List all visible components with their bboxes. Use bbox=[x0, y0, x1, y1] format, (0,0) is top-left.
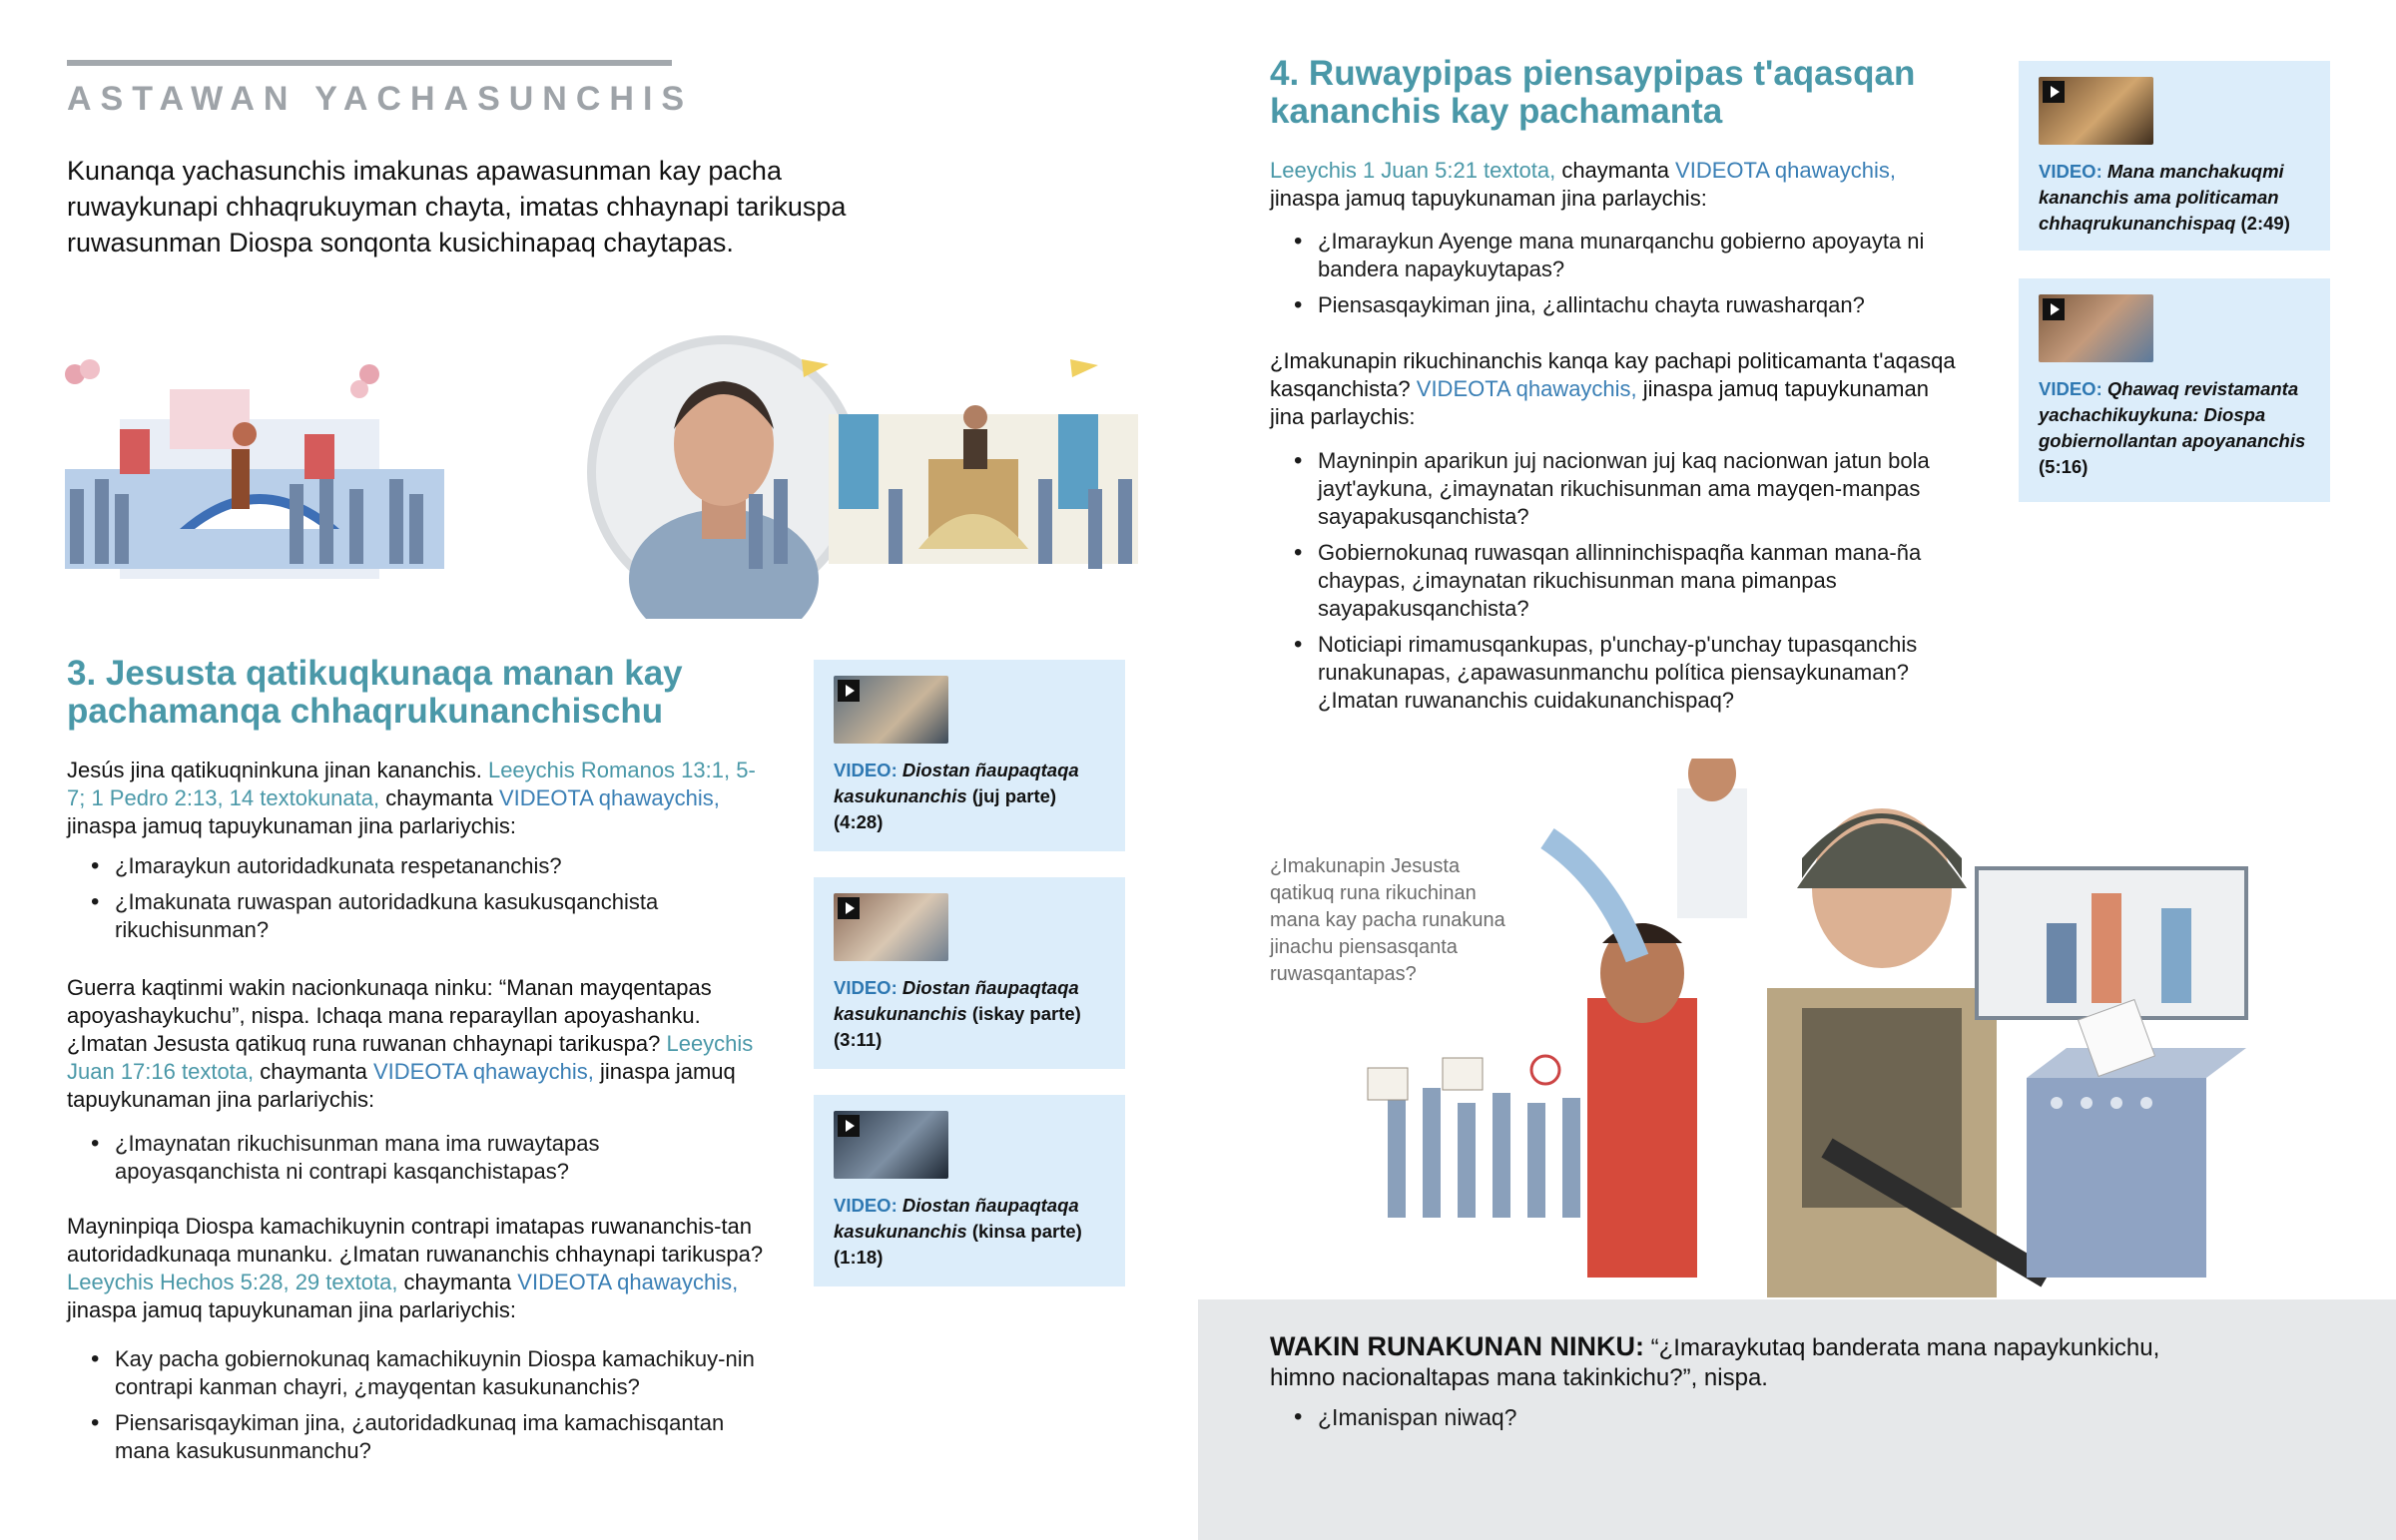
video-duration: (5:16) bbox=[2039, 456, 2089, 477]
video-caption bbox=[834, 975, 1113, 1053]
scripture-link[interactable]: Leeychis Hechos 5:28, 29 textota, bbox=[67, 1270, 398, 1294]
list-item: • Piensarisqaykiman jina, ¿autoridadkunaq ima kamachisqantan mana kasukusunmanchu? bbox=[67, 1409, 766, 1465]
video-label: VIDEO: bbox=[834, 977, 898, 998]
section3-questions-3 bbox=[67, 1337, 766, 1465]
text: jinaspa jamuq tapuykunaman jina parlariychis: bbox=[67, 1059, 736, 1112]
video-thumbnail[interactable] bbox=[2039, 294, 2153, 362]
video-caption bbox=[2039, 376, 2318, 480]
protesters-group bbox=[1368, 1056, 1580, 1218]
video-thumbnail[interactable] bbox=[834, 1111, 948, 1179]
section4-paragraph-1 bbox=[1270, 157, 1969, 213]
video-title: Diostan ñaupaqtaqa kasukunanchis bbox=[834, 1195, 1079, 1242]
list-item: • ¿Imakunata ruwaspan autoridadkuna kasukusqanchista rikuchisunman? bbox=[67, 888, 756, 944]
section3-questions-1 bbox=[67, 844, 756, 944]
list-item: • ¿Imaraykun autoridadkunata respetananchis? bbox=[67, 852, 756, 880]
scripture-link[interactable]: Leeychis 1 Juan 5:21 textota, bbox=[1270, 158, 1556, 183]
video-caption bbox=[834, 1193, 1113, 1271]
discussion-bullets bbox=[1270, 1395, 2069, 1431]
video-card[interactable] bbox=[814, 1095, 1125, 1286]
video-card[interactable] bbox=[814, 877, 1125, 1069]
video-duration: (1:18) bbox=[834, 1247, 884, 1268]
section3-questions-2 bbox=[67, 1122, 756, 1186]
section4-questions-1 bbox=[1270, 220, 1959, 319]
ballot-box bbox=[2027, 1000, 2246, 1278]
text: jinaspa jamuq tapuykunaman jina parlariychis: bbox=[67, 1297, 517, 1322]
video-card[interactable] bbox=[814, 660, 1125, 851]
text: ¿Imakunapin rikuchinanchis kanqa kay pachapi politicamanta t'aqasqa kasqanchista? bbox=[1270, 348, 1956, 401]
list-item: • Kay pacha gobiernokunaq kamachikuynin Diospa kamachikuy-nin contrapi kanman chayri, ¿mayqentan kasukunanchis? bbox=[67, 1345, 766, 1401]
scripture-link[interactable]: Leeychis Romanos 13:1, 5-7; 1 Pedro 2:13, 14 textokunata, bbox=[67, 758, 756, 810]
video-link[interactable]: VIDEOTA qhawaychis, bbox=[498, 785, 720, 810]
list-item: • Gobiernokunaq ruwasqan allinninchispaqña kanman mana-ña chaypas, ¿imaynatan rikuchisunman mana pimanpas sayapakusqanchista? bbox=[1270, 539, 1969, 623]
video-label: VIDEO: bbox=[834, 760, 898, 780]
illustration-caption: ¿Imakunapin Jesusta qatikuq runa rikuchinan mana kay pacha runakuna jinachu piensasqanta ruwasqantapas? bbox=[1270, 855, 1505, 985]
video-card[interactable] bbox=[2019, 278, 2330, 502]
video-link[interactable]: VIDEOTA qhawaychis, bbox=[517, 1270, 739, 1294]
video-title: Qhawaq revistamanta yachachikuykuna: Diospa gobiernollantan apoyananchis bbox=[2039, 378, 2306, 451]
discussion-quote: “¿Imaraykutaq banderata mana napaykunkichu, himno nacionaltapas mana takinkichu?”, nispa. bbox=[1270, 1334, 2160, 1391]
video-thumbnail[interactable] bbox=[834, 893, 948, 961]
section-kicker: ASTAWAN YACHASUNCHIS bbox=[67, 80, 694, 118]
video-duration: (2:49) bbox=[2240, 213, 2290, 234]
video-part: (kinsa parte) bbox=[971, 1221, 1082, 1242]
video-title: Mana manchakuqmi kananchis ama politicaman chhaqrukunanchispaq bbox=[2039, 161, 2284, 234]
section4-questions-2 bbox=[1270, 439, 1969, 715]
video-label: VIDEO: bbox=[2039, 161, 2102, 182]
video-link[interactable]: VIDEOTA qhawaychis, bbox=[1416, 376, 1637, 401]
video-title: Diostan ñaupaqtaqa kasukunanchis bbox=[834, 977, 1079, 1024]
text: Mayninpiqa Diospa kamachikuynin contrapi imatapas ruwananchis-tan autoridadkunaqa munanku. ¿Imatan ruwananchis chhaynapi tarikuspa? bbox=[67, 1214, 764, 1267]
video-thumbnail[interactable] bbox=[2039, 77, 2153, 145]
tv-screen bbox=[1977, 868, 2246, 1018]
play-icon[interactable] bbox=[2043, 81, 2065, 103]
man-with-hand-on-heart bbox=[1677, 759, 1747, 918]
video-link[interactable]: VIDEOTA qhawaychis, bbox=[1675, 158, 1896, 183]
text: chaymanta bbox=[254, 1059, 373, 1084]
video-duration: (4:28) bbox=[834, 811, 884, 832]
text: chaymanta bbox=[379, 785, 499, 810]
intro-paragraph: Kunanqa yachasunchis imakunas apawasunman kay pacha ruwaykunapi chhaqrukuyman chayta, imatas chhaynapi tarikuspa ruwasunman Diospa sonqonta kusichinapaq chaytapas. bbox=[67, 156, 847, 257]
header-rule bbox=[67, 60, 672, 66]
text: jinaspa jamuq tapuykunaman jina parlariychis: bbox=[67, 813, 517, 838]
section3-paragraph-3 bbox=[67, 1213, 766, 1324]
play-icon[interactable] bbox=[2043, 298, 2065, 320]
portrait-man bbox=[587, 335, 861, 619]
video-thumbnail[interactable] bbox=[834, 676, 948, 744]
video-label: VIDEO: bbox=[834, 1195, 898, 1216]
text: chaymanta bbox=[397, 1270, 518, 1294]
video-part: (juj parte) bbox=[971, 785, 1057, 806]
list-item: • Mayninpin aparikun juj nacionwan juj kaq nacionwan jatun bola jayt'aykuna, ¿imaynatan rikuchisunman ama mayqen-manpas sayapakusqanchista? bbox=[1270, 447, 1969, 531]
video-part: (iskay parte) bbox=[971, 1003, 1081, 1024]
text: Guerra kaqtinmi wakin nacionkunaqa ninku: “Manan mayqentapas apoyashaykuchu”, nispa. Ichaqa mana reparayllan apoyashanku. ¿Imatan Jesusta qatikuq runa ruwanan chhaynapi tarikuspa? bbox=[67, 975, 712, 1056]
section3-paragraph-1 bbox=[67, 757, 756, 840]
text: jinaspa jamuq tapuykunaman jina parlaychis: bbox=[1270, 376, 1929, 429]
list-item: • Piensasqaykiman jina, ¿allintachu chayta ruwasharqan? bbox=[1270, 291, 1959, 319]
play-icon[interactable] bbox=[838, 680, 860, 702]
list-item: • Noticiapi rimamusqankupas, p'unchay-p'unchay tupasqanchis runakunapas, ¿apawasunmanchu política piensaykunaman? ¿Imatan ruwananchis cuidakunanchispaq? bbox=[1270, 631, 1969, 715]
video-caption bbox=[2039, 159, 2318, 237]
neutrality-illustration bbox=[1348, 759, 2326, 1297]
video-caption bbox=[834, 758, 1113, 835]
section4-paragraph-2 bbox=[1270, 347, 1969, 431]
video-duration: (3:11) bbox=[834, 1029, 883, 1050]
text: chaymanta bbox=[1555, 158, 1676, 183]
video-card[interactable] bbox=[2019, 61, 2330, 251]
video-link[interactable]: VIDEOTA qhawaychis, bbox=[372, 1059, 594, 1084]
section3-paragraph-2 bbox=[67, 974, 756, 1114]
section3-heading: 3. Jesusta qatikuqkunaqa manan kay pachamanqa chhaqrukunanchischu bbox=[67, 654, 683, 731]
discussion-lead: WAKIN RUNAKUNAN NINKU: bbox=[1270, 1331, 1644, 1361]
discussion-question bbox=[1270, 1331, 2228, 1393]
play-icon[interactable] bbox=[838, 1115, 860, 1137]
video-label: VIDEO: bbox=[2039, 378, 2102, 399]
play-icon[interactable] bbox=[838, 897, 860, 919]
list-item: • ¿Imaraykun Ayenge mana munarqanchu gobierno apoyayta ni bandera napaykuytapas? bbox=[1270, 228, 1959, 283]
list-item: • ¿Imaynatan rikuchisunman mana ima ruwaytapas apoyasqanchista ni contrapi kasqanchistapas? bbox=[67, 1130, 756, 1186]
list-item: • ¿Imanispan niwaq? bbox=[1270, 1403, 2069, 1431]
text: jinaspa jamuq tapuykunaman jina parlaychis: bbox=[1270, 186, 1707, 211]
left-rally-scene bbox=[65, 359, 444, 579]
video-title: Diostan ñaupaqtaqa kasukunanchis bbox=[834, 760, 1079, 806]
text: Jesús jina qatikuqninkuna jinan kananchis. bbox=[67, 758, 488, 782]
section4-heading: 4. Ruwaypipas piensaypipas t'aqasqan kananchis kay pachamanta bbox=[1270, 54, 1916, 131]
election-rally-illustration bbox=[60, 329, 1148, 619]
scripture-link[interactable]: Leeychis Juan 17:16 textota, bbox=[67, 1031, 754, 1084]
